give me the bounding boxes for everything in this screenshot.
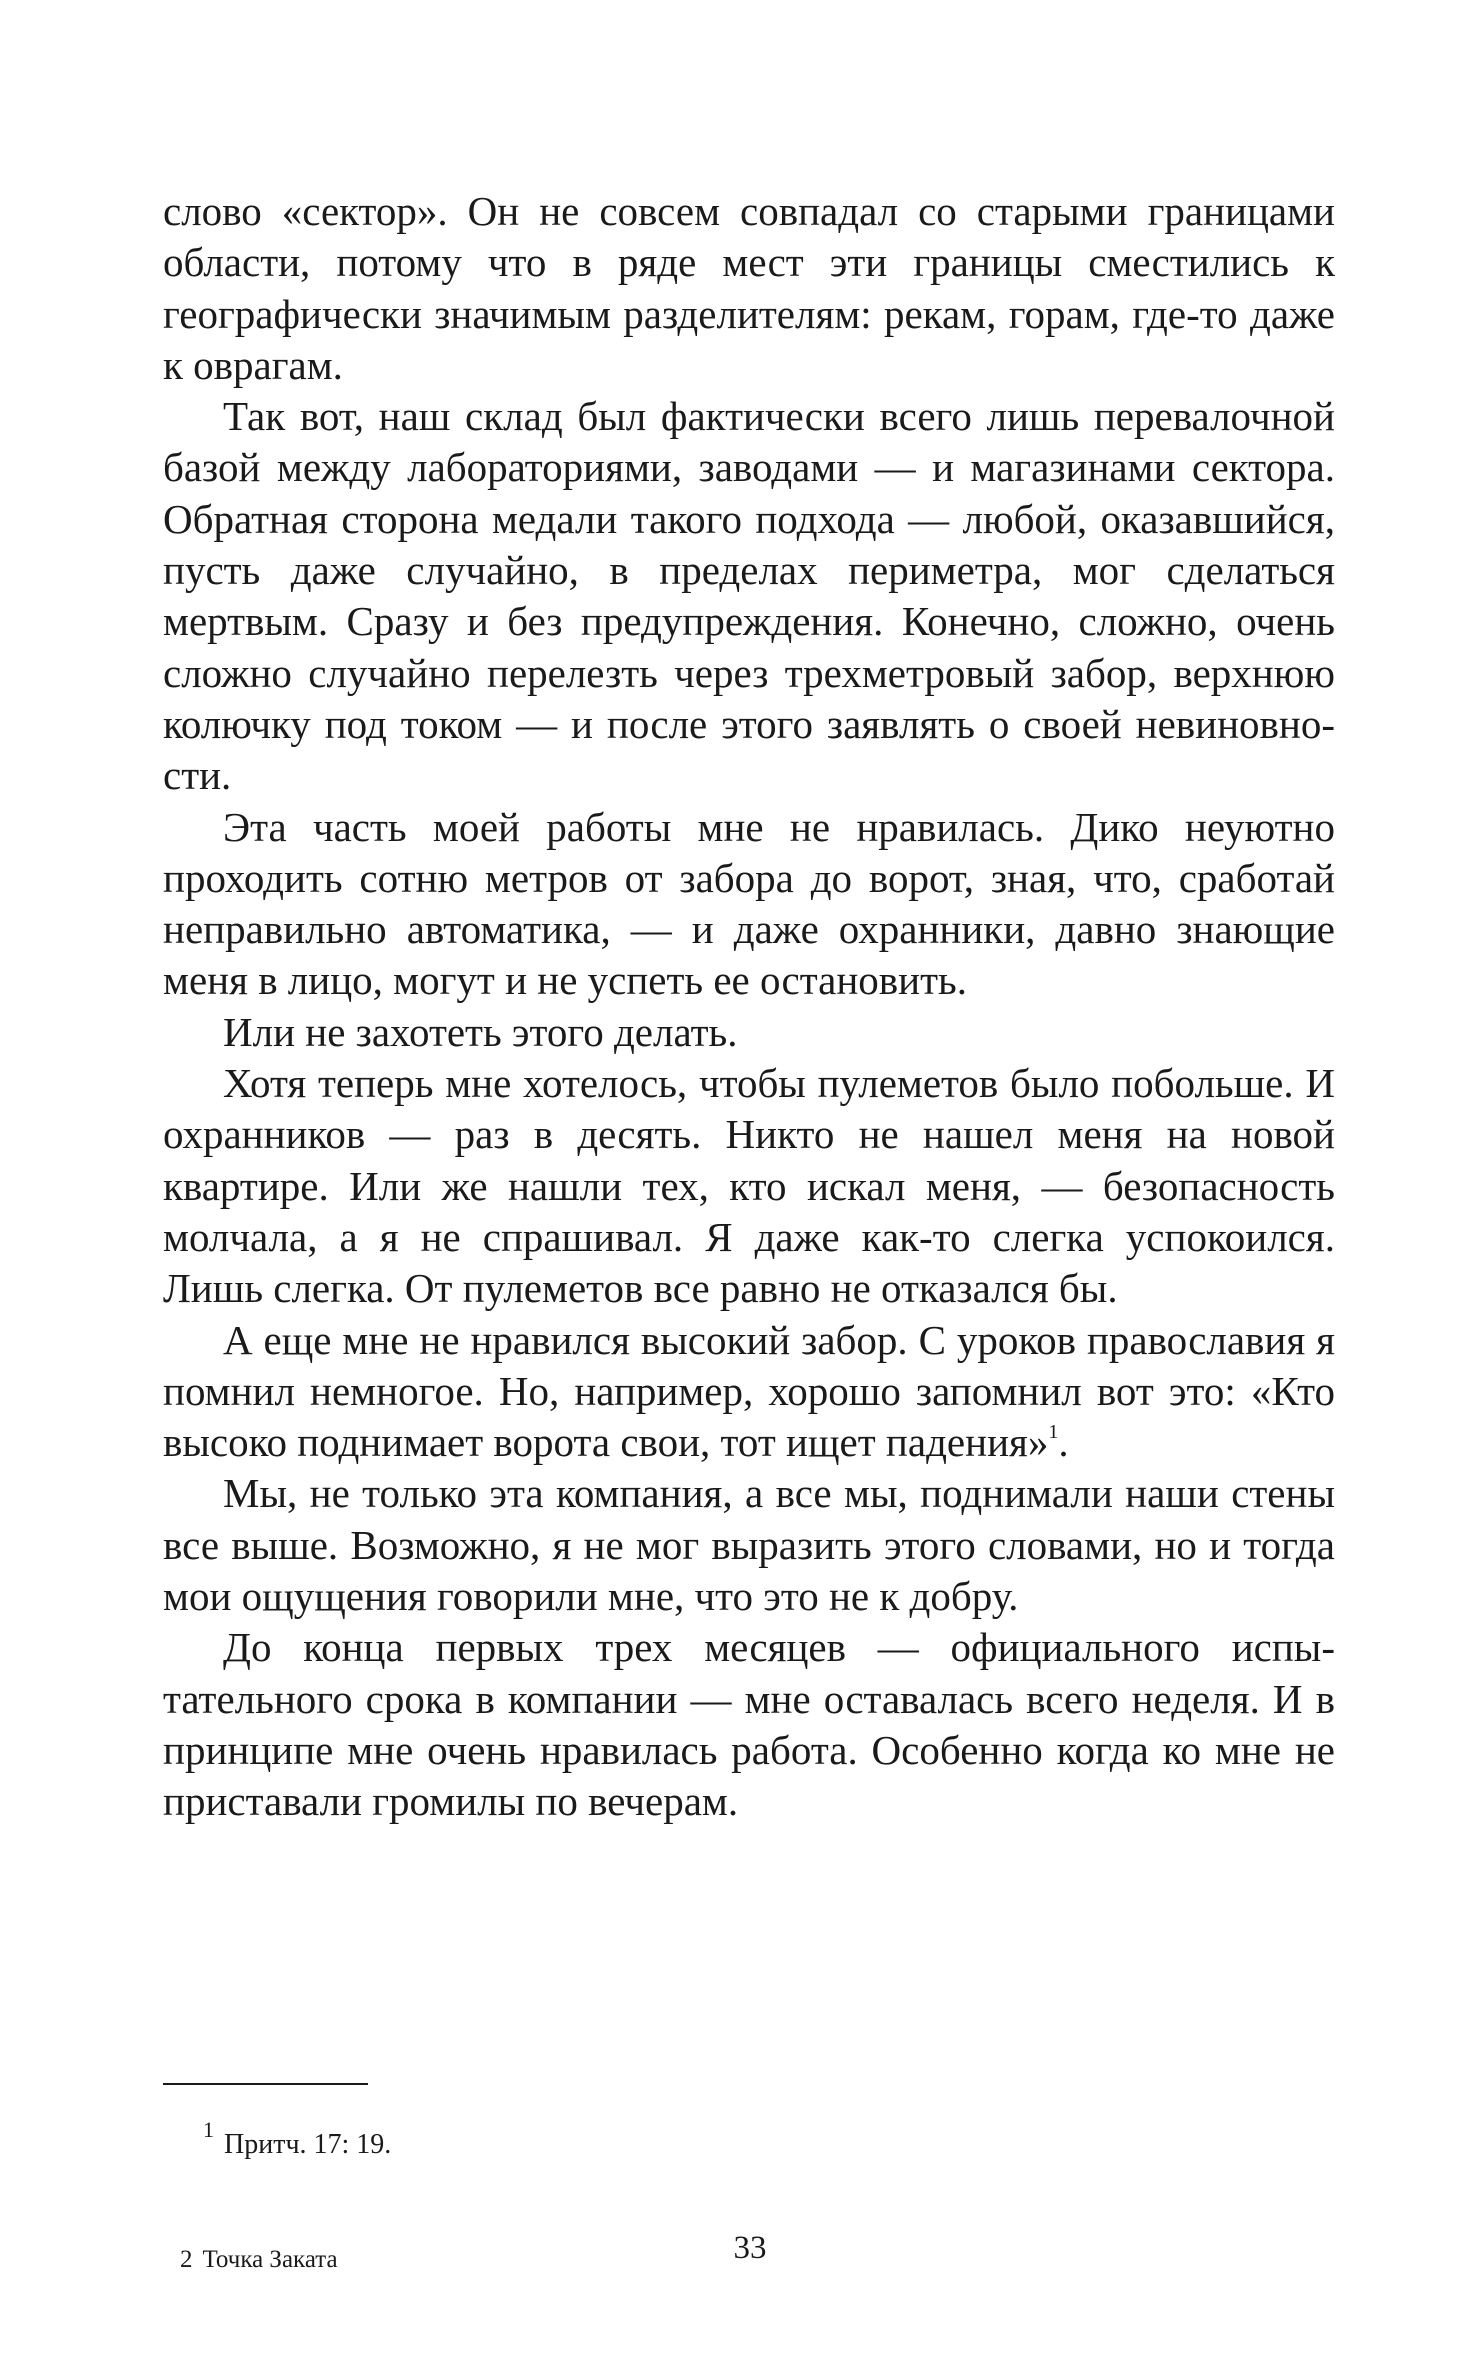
paragraph-4: Или не захотеть этого делать. bbox=[223, 1008, 738, 1055]
page-body bbox=[163, 186, 1335, 1828]
footnote bbox=[203, 2117, 392, 2162]
signature-number: 2 bbox=[180, 2246, 193, 2273]
paragraph-7: Мы, не только эта компания, а все мы, поднимали наши стены все выше. Возможно, я не мог выразить этого словами, но и тогда мои ощущения говорили мне, что это не к добру. bbox=[163, 1470, 1335, 1620]
paragraph-6-tail: . bbox=[1058, 1419, 1069, 1466]
footnote-divider bbox=[163, 2083, 368, 2085]
paragraph-6 bbox=[163, 1315, 1335, 1469]
printer-signature bbox=[180, 2245, 338, 2275]
paragraph-6-text: А еще мне не нравился высокий забор. С уроков православия я помнил немногое. Но, например, хорошо запомнил вот это: «Кто высоко поднимает ворота свои, тот ищет падения» bbox=[163, 1316, 1335, 1466]
paragraph-5: Хотя теперь мне хотелось, чтобы пулеметов было побольше. И охранников — раз в десять. Никто не нашел меня на новой квартире. Или же нашли тех, кто искал меня, — безопасность молчала, а я не спрашивал. Я даже как-то слегка успокоился. Лишь слегка. От пулеметов все равно не отказался бы. bbox=[163, 1060, 1335, 1312]
footnote-reference: 1 bbox=[1048, 1421, 1059, 1444]
footnote-mark: 1 bbox=[203, 2117, 214, 2142]
paragraph-3: Эта часть моей работы мне не нравилась. Дико неуютно проходить сотню метров от забора до ворот, зная, что, сработай неправильно автоматика, — и даже охранники, давно знающие меня в лицо, могут и не успеть ее остановить. bbox=[163, 803, 1335, 1004]
paragraph-2: Так вот, наш склад был фактически всего лишь перевалочной базой между лабораториями, заводами — и магазинами сектора. Обратная сторона медали такого подхода — любой, оказавшийся, пусть даже случайно, в пределах периметра, мог сделаться мертвым. Сразу и без предупреждения. Конечно, сложно, очень сложно случайно перелезть через трехметровый забор, верхнюю колючку под током — и после этого заявлять о своей невиновности. bbox=[163, 393, 1335, 799]
paragraph-8: До конца первых трех месяцев — официального испытательного срока в компании — мне оставалась всего неделя. И в принципе мне очень нравилась работа. Особенно когда ко мне не приставали громилы по вечерам. bbox=[163, 1624, 1335, 1825]
footnote-text: Притч. 17: 19. bbox=[224, 2129, 392, 2160]
page-number: 33 bbox=[733, 2230, 767, 2266]
paragraph-1: слово «сектор». Он не совсем совпадал со старыми границами области, потому что в ряде мест эти границы сместились к географически значимым разделителям: рекам, горам, где-то даже к оврагам. bbox=[163, 188, 1335, 388]
signature-title: Точка Заката bbox=[202, 2246, 338, 2273]
